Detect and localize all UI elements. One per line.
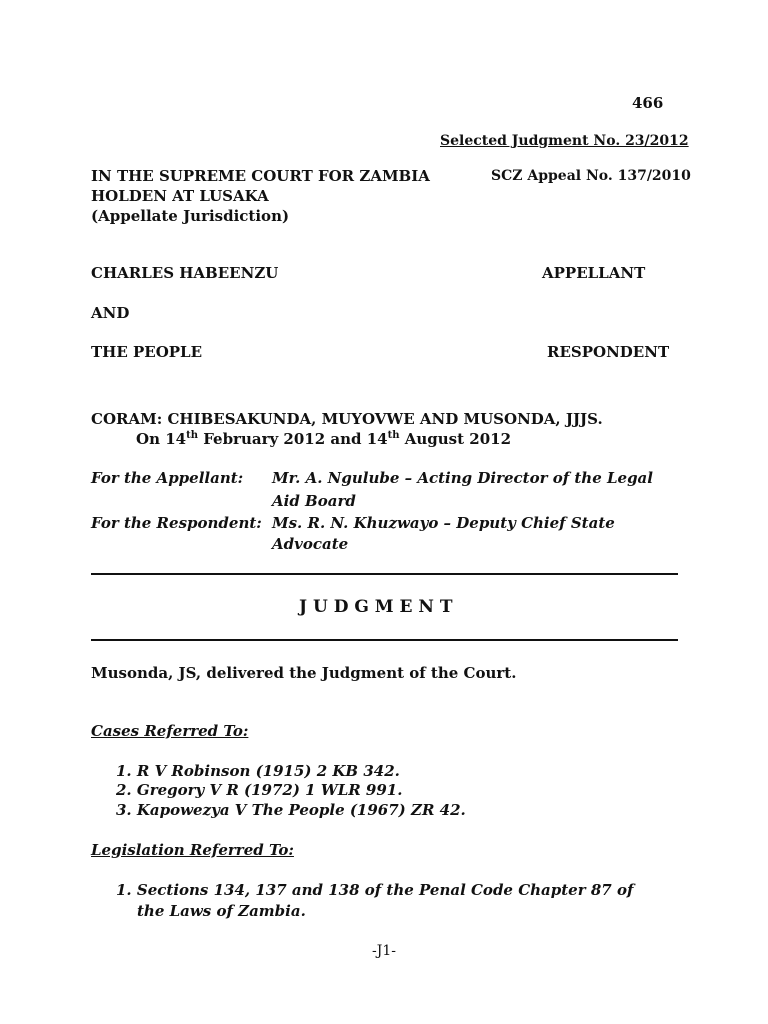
appellant-role: APPELLANT [542,264,646,282]
court-location: HOLDEN AT LUSAKA [91,187,269,205]
respondent-role: RESPONDENT [547,343,670,361]
page-number: 466 [632,94,664,112]
appellant-counsel-label: For the Appellant: [91,469,244,487]
selected-judgment-number: Selected Judgment No. 23/2012 [440,133,689,149]
court-name: IN THE SUPREME COURT FOR ZAMBIA [91,167,430,185]
case-item: 1. R V Robinson (1915) 2 KB 342. [116,762,400,780]
respondent-name: THE PEOPLE [91,343,203,361]
hearing-dates: On 14th February 2012 and 14th August 2012 [136,430,512,448]
case-item: 3. Kapowezya V The People (1967) ZR 42. [116,801,466,819]
appeal-number: SCZ Appeal No. 137/2010 [491,168,691,184]
appellant-counsel-line1: Mr. A. Ngulube – Acting Director of the Legal [272,469,653,487]
appellant-counsel-line2: Aid Board [272,492,356,510]
respondent-counsel-label: For the Respondent: [91,514,262,532]
appellant-name: CHARLES HABEENZU [91,264,279,282]
respondent-counsel-line1: Ms. R. N. Khuzwayo – Deputy Chief State [272,514,615,532]
legislation-item-line2: the Laws of Zambia. [137,902,306,920]
judgment-heading: J U D G M E N T [299,597,453,617]
delivered-by: Musonda, JS, delivered the Judgment of the Court. [91,664,517,682]
legislation-heading: Legislation Referred To: [91,841,294,859]
coram-line: CORAM: CHIBESAKUNDA, MUYOVWE AND MUSONDA, JJJS. [91,410,603,428]
cases-heading: Cases Referred To: [91,722,249,740]
top-divider [91,573,678,575]
court-jurisdiction: (Appellate Jurisdiction) [91,207,290,225]
and-connector: AND [91,304,130,322]
legislation-item-line1: 1. Sections 134, 137 and 138 of the Penal Code Chapter 87 of [116,881,634,899]
respondent-counsel-line2: Advocate [272,535,349,553]
case-item: 2. Gregory V R (1972) 1 WLR 991. [116,781,403,799]
page-footer: -J1- [372,943,396,959]
bottom-divider [91,639,678,641]
